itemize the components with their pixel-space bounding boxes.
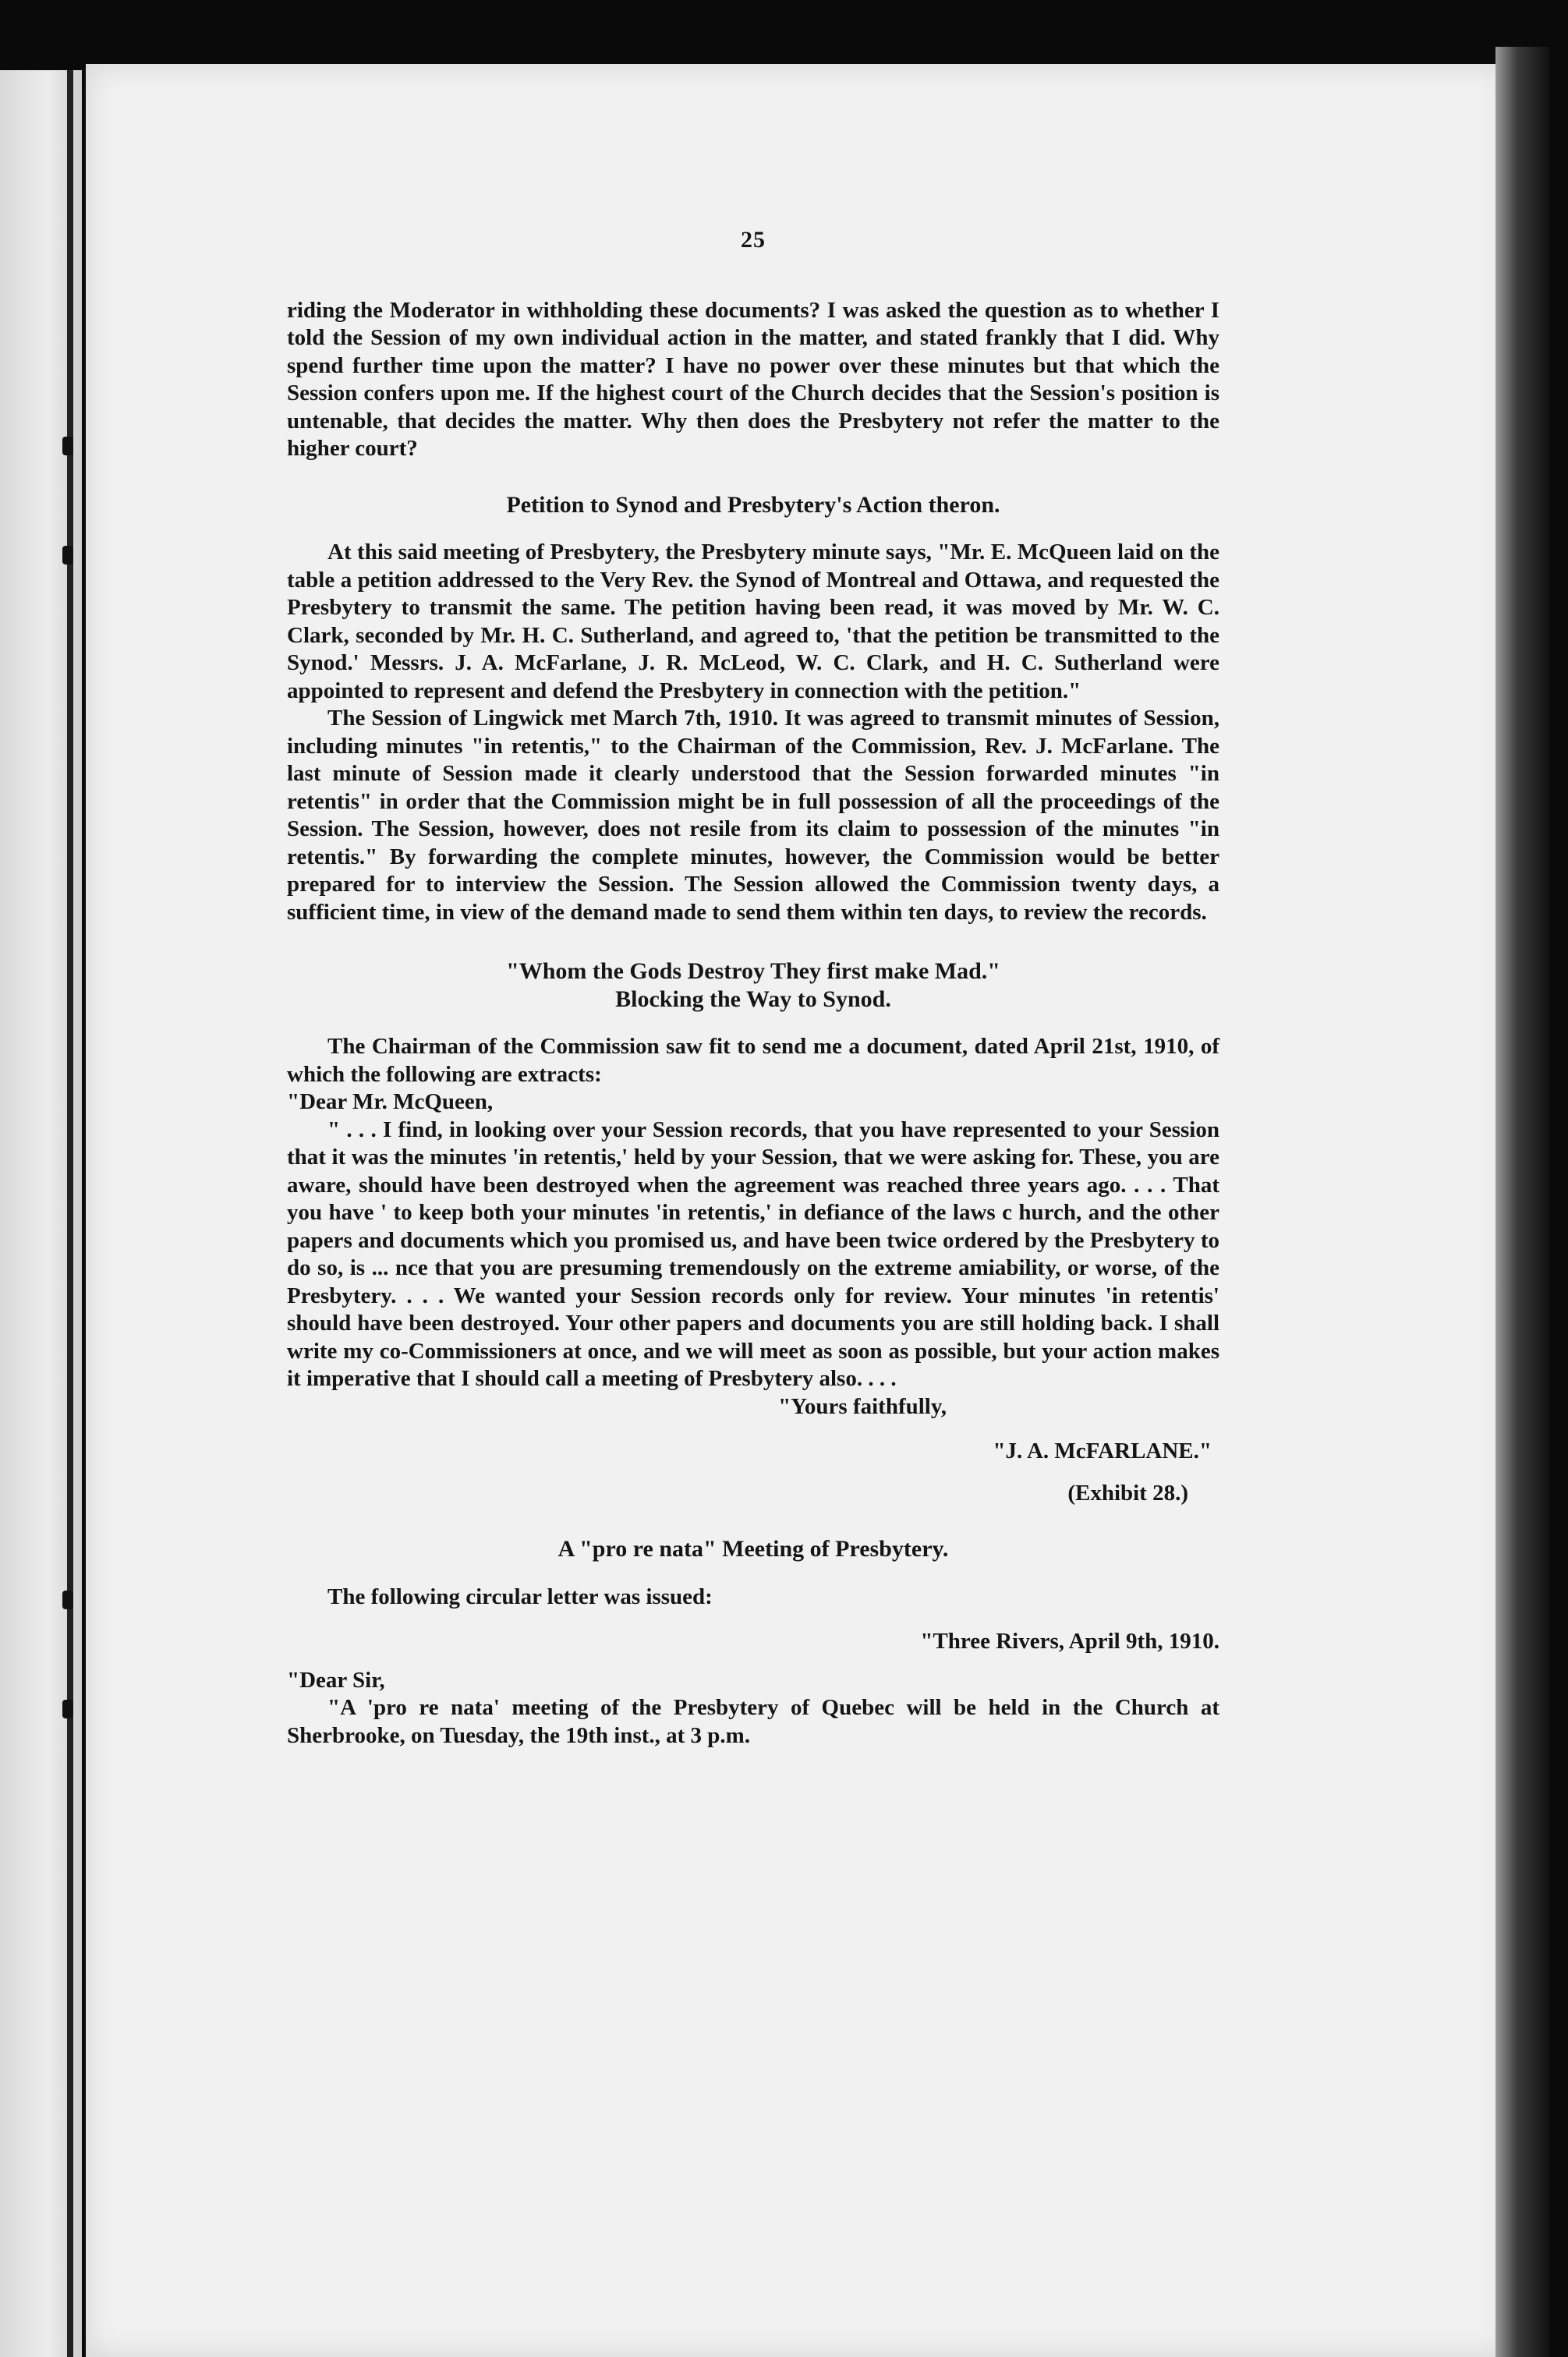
paragraph: At this said meeting of Presbytery, the Presbytery minute says, "Mr. E. McQueen laid on the table a petition addressed to the Very Rev. the Synod of Montreal and Ottawa, and requested the Presbytery to transmit the same. The petition having been read, it was moved by Mr. W. C. Clark, seconded by Mr. H. C. Sutherland, and agreed to, 'that the petition be transmitted to the Synod.' Messrs. J. A. McFarlane, J. R. McLeod, W. C. Clark, and H. C. Sutherland were appointed to represent and defend the Presbytery in connection with the petition."	[287, 540, 1219, 703]
page-number: 25	[741, 227, 766, 253]
letter-signature: "J. A. McFARLANE."	[993, 1439, 1212, 1463]
letter-closing: "Yours faithfully,	[778, 1393, 947, 1419]
page-text	[287, 226, 1219, 1750]
edge-mark	[62, 546, 73, 564]
section-heading: A "pro re nata" Meeting of Presbytery.	[557, 1536, 949, 1562]
paragraph: The Session of Lingwick met March 7th, 1910. It was agreed to transmit minutes of Session, including minutes "in retentis," to the Chairman of the Commission, Rev. J. McFarlane. The last minute of Session made it clearly understood that the Session forwarded minutes "in retentis" in order that the Commission might be in full possession of all the proceedings of the Session. The Session, however, does not resile from its claim to possession of the minutes "in retentis." By forwarding the complete minutes, however, the Commission would be better prepared for to interview the Session. The Session allowed the Commission twenty days, a sufficient time, in view of the demand made to send them within ten days, to review the records.	[287, 706, 1219, 925]
exhibit-reference: (Exhibit 28.)	[1067, 1480, 1188, 1506]
edge-mark	[62, 1591, 73, 1609]
edge-mark	[62, 1700, 73, 1718]
section-heading: "Whom the Gods Destroy They first make Mad."	[506, 958, 1000, 984]
binding-edge-line	[67, 70, 73, 2357]
paragraph: The Chairman of the Commission saw fit to send me a document, dated April 21st, 1910, of which the following are extracts:	[287, 1034, 1219, 1087]
paragraph: riding the Moderator in withholding these documents? I was asked the question as to whether I told the Session of my own individual action in the matter, and stated frankly that I did. Why spend further time upon the matter? I have no power over these minutes but that which the Session confers upon me. If the highest court of the Church decides that the Session's position is untenable, that decides the matter. Why then does the Presbytery not refer the matter to the higher court?	[287, 297, 1219, 461]
facing-page-edge	[0, 70, 82, 2357]
section-heading: Petition to Synod and Presbytery's Action theron.	[506, 491, 1000, 518]
letter-body: "A 'pro re nata' meeting of the Presbytery of Quebec will be held in the Church at Sherbrooke, on Tuesday, the 19th inst., at 3 p.m.	[287, 1695, 1219, 1748]
paragraph: The following circular letter was issued:	[327, 1584, 713, 1609]
section-subheading: Blocking the Way to Synod.	[615, 986, 891, 1012]
letter-salutation: "Dear Sir,	[287, 1667, 385, 1693]
letter-salutation: "Dear Mr. McQueen,	[287, 1089, 494, 1114]
edge-mark	[62, 437, 73, 455]
page-right-edge	[1495, 47, 1550, 2357]
letter-dateline: "Three Rivers, April 9th, 1910.	[920, 1629, 1219, 1654]
letter-body: " . . . I find, in looking over your Session records, that you have represented to your Session that it was the minutes 'in retentis,' held by your Session, that we were asking for. These, you are aware, should have been destroyed when the agreement was reached three years ago. . . . That you have ' to keep both your minutes 'in retentis,' in defiance of the laws c hurch, and the other papers and documents which you promised us, and have been twice ordered by the Presbytery to do so, is ... nce that you are presuming tremendously on the extreme amiability, or worse, of the Presbytery. . . . We wanted your Session records only for review. Your minutes 'in retentis' should have been destroyed. Your other papers and documents you are still holding back. I shall write my co-Commissioners at once, and we will meet as soon as possible, but your action makes it imperative that I should call a meeting of Presbytery also. . . .	[287, 1117, 1219, 1391]
